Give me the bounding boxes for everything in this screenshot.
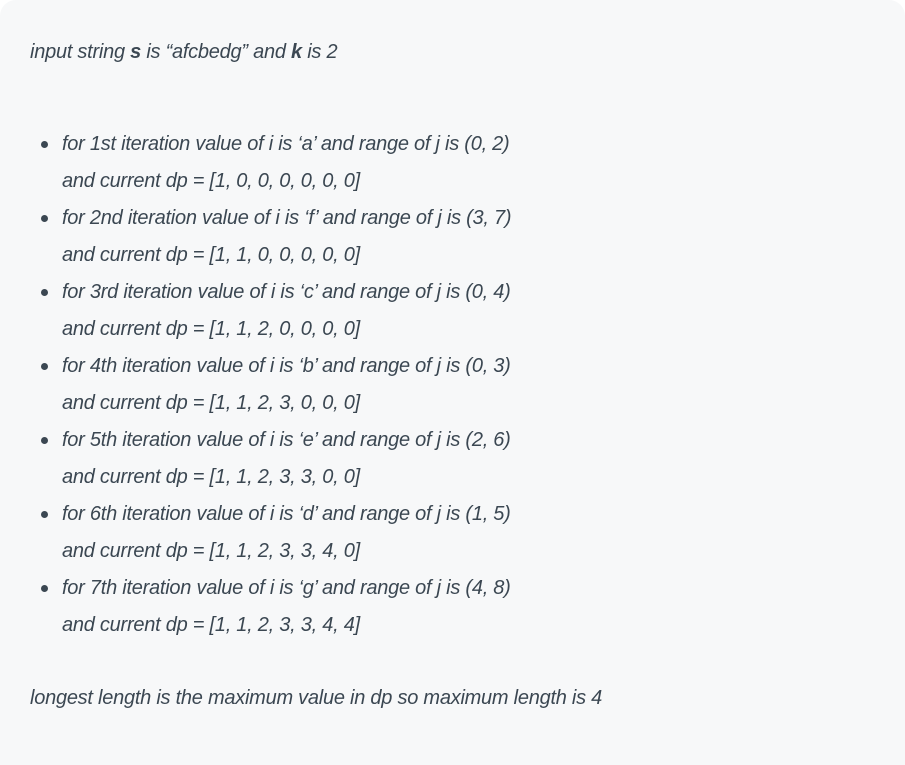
iteration-line: for 1st iteration value of i is ‘a’ and range of j is (0, 2): [62, 133, 510, 155]
dp-line: and current dp = [1, 1, 0, 0, 0, 0, 0]: [62, 244, 360, 266]
dp-line: and current dp = [1, 1, 2, 3, 0, 0, 0]: [62, 392, 360, 414]
dp-line: and current dp = [1, 1, 2, 3, 3, 4, 0]: [62, 540, 360, 562]
iteration-line: for 2nd iteration value of i is ‘f’ and range of j is (3, 7): [62, 207, 512, 229]
iteration-list: [30, 126, 865, 644]
list-item: [30, 422, 865, 496]
bullet-dot-icon: [41, 437, 48, 444]
bullet-dot-icon: [41, 141, 48, 148]
list-item: [30, 348, 865, 422]
iteration-line: for 7th iteration value of i is ‘g’ and range of j is (4, 8): [62, 577, 511, 599]
intro-part2: is “afcbedg” and: [141, 41, 292, 63]
dp-line: and current dp = [1, 1, 2, 3, 3, 4, 4]: [62, 614, 360, 636]
list-item: [30, 126, 865, 200]
intro-line: [30, 34, 865, 70]
bullet-dot-icon: [41, 289, 48, 296]
bullet-dot-icon: [41, 215, 48, 222]
bullet-dot-icon: [41, 363, 48, 370]
dp-line: and current dp = [1, 1, 2, 0, 0, 0, 0]: [62, 318, 360, 340]
intro-part3: is 2: [301, 41, 338, 63]
list-item: [30, 570, 865, 644]
iteration-line: for 6th iteration value of i is ‘d’ and range of j is (1, 5): [62, 503, 511, 525]
iteration-line: for 5th iteration value of i is ‘e’ and range of j is (2, 6): [62, 429, 511, 451]
variable-s: s: [130, 41, 142, 63]
list-item: [30, 274, 865, 348]
dp-line: and current dp = [1, 0, 0, 0, 0, 0, 0]: [62, 170, 360, 192]
dp-line: and current dp = [1, 1, 2, 3, 3, 0, 0]: [62, 466, 360, 488]
bullet-dot-icon: [41, 511, 48, 518]
conclusion-line: longest length is the maximum value in dp so maximum length is 4: [30, 687, 603, 709]
iteration-line: for 4th iteration value of i is ‘b’ and range of j is (0, 3): [62, 355, 511, 377]
list-item: [30, 496, 865, 570]
list-item: [30, 200, 865, 274]
variable-k: k: [291, 41, 302, 63]
iteration-line: for 3rd iteration value of i is ‘c’ and range of j is (0, 4): [62, 281, 511, 303]
intro-part1: input string: [30, 41, 131, 63]
bullet-dot-icon: [41, 585, 48, 592]
